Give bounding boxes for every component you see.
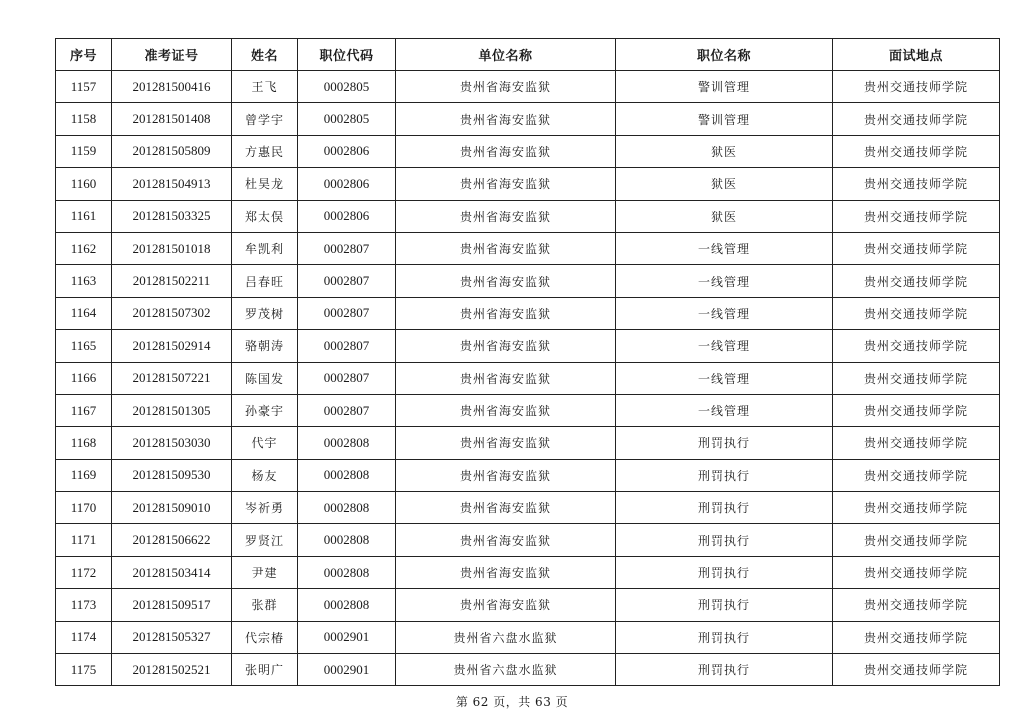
admission-number-cell: 201281501305 [112,394,232,426]
candidate-name-cell: 尹建 [232,556,298,588]
admission-number-cell: 201281509517 [112,589,232,621]
position-code-cell: 0002808 [298,556,396,588]
page-footer: 第 62 页，共 63 页 [455,695,569,709]
position-name-cell: 刑罚执行 [616,654,833,686]
interview-location-cell: 贵州交通技师学院 [833,654,1000,686]
candidate-name-cell: 罗贤江 [232,524,298,556]
col-serial-header: 序号 [56,39,112,71]
position-code-cell: 0002807 [298,362,396,394]
interview-location-cell: 贵州交通技师学院 [833,459,1000,491]
col-interview-location-header: 面试地点 [833,39,1000,71]
table-row [56,362,1000,394]
interview-location-cell: 贵州交通技师学院 [833,492,1000,524]
serial-number-cell: 1170 [56,492,112,524]
col-admission-number-header: 准考证号 [112,39,232,71]
unit-name-cell: 贵州省六盘水监狱 [396,621,616,653]
admission-number-cell: 201281505809 [112,135,232,167]
table-row [56,265,1000,297]
unit-name-cell: 贵州省六盘水监狱 [396,654,616,686]
serial-number-cell: 1164 [56,297,112,329]
unit-name-cell: 贵州省海安监狱 [396,362,616,394]
candidate-name-cell: 孙豪宇 [232,394,298,426]
serial-number-cell: 1160 [56,168,112,200]
interview-location-cell: 贵州交通技师学院 [833,168,1000,200]
position-name-cell: 一线管理 [616,330,833,362]
position-code-cell: 0002901 [298,654,396,686]
admission-number-cell: 201281502521 [112,654,232,686]
position-name-cell: 刑罚执行 [616,492,833,524]
interview-location-cell: 贵州交通技师学院 [833,362,1000,394]
position-code-cell: 0002808 [298,427,396,459]
interview-location-cell: 贵州交通技师学院 [833,589,1000,621]
serial-number-cell: 1162 [56,232,112,264]
admission-number-cell: 201281506622 [112,524,232,556]
interview-roster-table [55,38,1000,686]
position-code-cell: 0002807 [298,330,396,362]
table-row [56,524,1000,556]
position-name-cell: 一线管理 [616,297,833,329]
serial-number-cell: 1171 [56,524,112,556]
position-code-cell: 0002807 [298,394,396,426]
admission-number-cell: 201281502914 [112,330,232,362]
position-code-cell: 0002807 [298,297,396,329]
col-position-name-header: 职位名称 [616,39,833,71]
candidate-name-cell: 代宗椿 [232,621,298,653]
unit-name-cell: 贵州省海安监狱 [396,524,616,556]
table-row [56,200,1000,232]
table-row [56,556,1000,588]
serial-number-cell: 1175 [56,654,112,686]
serial-number-cell: 1163 [56,265,112,297]
interview-location-cell: 贵州交通技师学院 [833,524,1000,556]
admission-number-cell: 201281502211 [112,265,232,297]
serial-number-cell: 1166 [56,362,112,394]
admission-number-cell: 201281507221 [112,362,232,394]
admission-number-cell: 201281507302 [112,297,232,329]
unit-name-cell: 贵州省海安监狱 [396,232,616,264]
unit-name-cell: 贵州省海安监狱 [396,103,616,135]
candidate-name-cell: 杨友 [232,459,298,491]
position-name-cell: 一线管理 [616,265,833,297]
table-row [56,427,1000,459]
table-row [56,135,1000,167]
position-name-cell: 警训管理 [616,71,833,103]
unit-name-cell: 贵州省海安监狱 [396,297,616,329]
position-name-cell: 一线管理 [616,394,833,426]
interview-location-cell: 贵州交通技师学院 [833,265,1000,297]
table-row [56,71,1000,103]
position-code-cell: 0002805 [298,103,396,135]
interview-location-cell: 贵州交通技师学院 [833,556,1000,588]
serial-number-cell: 1165 [56,330,112,362]
position-name-cell: 刑罚执行 [616,427,833,459]
serial-number-cell: 1161 [56,200,112,232]
position-code-cell: 0002806 [298,135,396,167]
unit-name-cell: 贵州省海安监狱 [396,556,616,588]
position-code-cell: 0002808 [298,459,396,491]
unit-name-cell: 贵州省海安监狱 [396,492,616,524]
admission-number-cell: 201281503414 [112,556,232,588]
unit-name-cell: 贵州省海安监狱 [396,330,616,362]
admission-number-cell: 201281501018 [112,232,232,264]
table-row [56,621,1000,653]
table-row [56,589,1000,621]
candidate-name-cell: 曾学宇 [232,103,298,135]
admission-number-cell: 201281503030 [112,427,232,459]
unit-name-cell: 贵州省海安监狱 [396,200,616,232]
position-code-cell: 0002806 [298,200,396,232]
table-row [56,492,1000,524]
admission-number-cell: 201281501408 [112,103,232,135]
col-position-code-header: 职位代码 [298,39,396,71]
position-code-cell: 0002901 [298,621,396,653]
position-name-cell: 狱医 [616,168,833,200]
unit-name-cell: 贵州省海安监狱 [396,589,616,621]
table-header [56,39,1000,71]
position-code-cell: 0002807 [298,265,396,297]
candidate-name-cell: 罗茂树 [232,297,298,329]
table-row [56,297,1000,329]
col-unit-name-header: 单位名称 [396,39,616,71]
serial-number-cell: 1173 [56,589,112,621]
interview-location-cell: 贵州交通技师学院 [833,394,1000,426]
position-name-cell: 狱医 [616,135,833,167]
table-row [56,103,1000,135]
interview-location-cell: 贵州交通技师学院 [833,621,1000,653]
interview-location-cell: 贵州交通技师学院 [833,232,1000,264]
candidate-name-cell: 骆朝涛 [232,330,298,362]
unit-name-cell: 贵州省海安监狱 [396,459,616,491]
col-name-header: 姓名 [232,39,298,71]
unit-name-cell: 贵州省海安监狱 [396,168,616,200]
position-name-cell: 刑罚执行 [616,621,833,653]
candidate-name-cell: 吕春旺 [232,265,298,297]
admission-number-cell: 201281509530 [112,459,232,491]
serial-number-cell: 1157 [56,71,112,103]
interview-location-cell: 贵州交通技师学院 [833,135,1000,167]
candidate-name-cell: 牟凯利 [232,232,298,264]
position-code-cell: 0002808 [298,589,396,621]
position-code-cell: 0002808 [298,524,396,556]
candidate-name-cell: 郑太俣 [232,200,298,232]
serial-number-cell: 1159 [56,135,112,167]
serial-number-cell: 1169 [56,459,112,491]
position-code-cell: 0002807 [298,232,396,264]
interview-location-cell: 贵州交通技师学院 [833,330,1000,362]
admission-number-cell: 201281505327 [112,621,232,653]
table-body [56,71,1000,686]
position-name-cell: 刑罚执行 [616,556,833,588]
unit-name-cell: 贵州省海安监狱 [396,265,616,297]
unit-name-cell: 贵州省海安监狱 [396,427,616,459]
candidate-name-cell: 杜昊龙 [232,168,298,200]
position-name-cell: 狱医 [616,200,833,232]
table-row [56,330,1000,362]
position-name-cell: 一线管理 [616,232,833,264]
interview-location-cell: 贵州交通技师学院 [833,427,1000,459]
table-row [56,459,1000,491]
candidate-name-cell: 代宇 [232,427,298,459]
interview-location-cell: 贵州交通技师学院 [833,200,1000,232]
table-row [56,232,1000,264]
table-row [56,654,1000,686]
table-row [56,168,1000,200]
candidate-name-cell: 方惠民 [232,135,298,167]
position-name-cell: 刑罚执行 [616,459,833,491]
serial-number-cell: 1168 [56,427,112,459]
serial-number-cell: 1167 [56,394,112,426]
candidate-name-cell: 张群 [232,589,298,621]
candidate-name-cell: 张明广 [232,654,298,686]
serial-number-cell: 1172 [56,556,112,588]
candidate-name-cell: 岑祈勇 [232,492,298,524]
admission-number-cell: 201281504913 [112,168,232,200]
header-row [56,39,1000,71]
serial-number-cell: 1174 [56,621,112,653]
table-row [56,394,1000,426]
unit-name-cell: 贵州省海安监狱 [396,71,616,103]
admission-number-cell: 201281500416 [112,71,232,103]
position-code-cell: 0002805 [298,71,396,103]
candidate-name-cell: 陈国发 [232,362,298,394]
position-code-cell: 0002808 [298,492,396,524]
position-name-cell: 警训管理 [616,103,833,135]
interview-location-cell: 贵州交通技师学院 [833,297,1000,329]
position-name-cell: 刑罚执行 [616,524,833,556]
admission-number-cell: 201281509010 [112,492,232,524]
serial-number-cell: 1158 [56,103,112,135]
candidate-name-cell: 王飞 [232,71,298,103]
unit-name-cell: 贵州省海安监狱 [396,394,616,426]
unit-name-cell: 贵州省海安监狱 [396,135,616,167]
position-code-cell: 0002806 [298,168,396,200]
position-name-cell: 刑罚执行 [616,589,833,621]
interview-location-cell: 贵州交通技师学院 [833,103,1000,135]
position-name-cell: 一线管理 [616,362,833,394]
interview-location-cell: 贵州交通技师学院 [833,71,1000,103]
admission-number-cell: 201281503325 [112,200,232,232]
